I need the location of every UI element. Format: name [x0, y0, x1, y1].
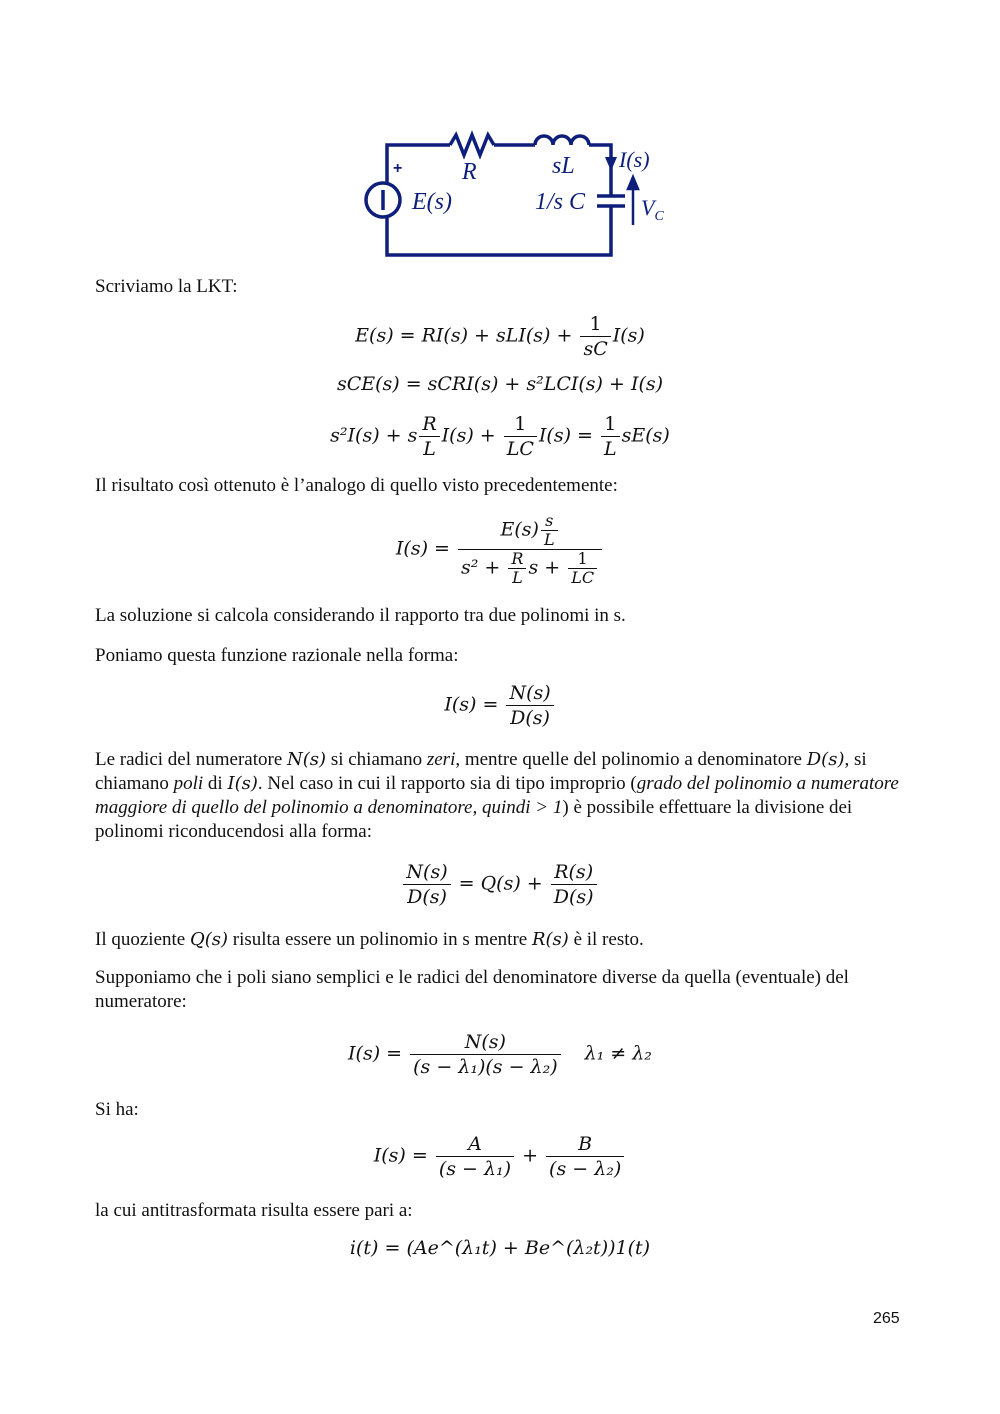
eq-text: E(s)	[500, 518, 539, 541]
italic-note: grado del polinomio a numeratore maggiore di quello del polinomio a denominatore, quindi > 1	[95, 773, 899, 818]
label-E-s: E(s)	[412, 189, 452, 215]
numerator: 1	[568, 550, 597, 569]
numerator: R	[508, 550, 526, 569]
fraction	[541, 512, 558, 549]
current-arrow-icon	[605, 157, 617, 171]
fraction	[568, 550, 597, 587]
denominator: D(s)	[510, 707, 550, 729]
fraction	[504, 412, 537, 461]
paragraph-rational-form: Poniamo questa funzione razionale nella forma:	[95, 645, 459, 666]
numerator: s	[541, 512, 558, 531]
term-zeri: zeri	[426, 749, 456, 770]
numerator: R	[419, 412, 439, 437]
paragraph-zeros-poles	[95, 748, 900, 844]
equation-I-s-solution	[0, 512, 1000, 587]
term-poli: poli	[173, 773, 204, 794]
equation-partial-fractions	[0, 1132, 1000, 1181]
paragraph-quotient	[95, 928, 900, 952]
text-span: Il quoziente	[95, 929, 190, 950]
equation-normalized	[0, 412, 1000, 461]
source-plus-sign: +	[393, 160, 403, 177]
denominator	[458, 550, 602, 587]
fraction	[546, 1132, 624, 1181]
eq-text: I(s) =	[348, 1042, 409, 1065]
equation-multiplied: sCE(s) = sCRI(s) + s²LCI(s) + I(s)	[336, 373, 664, 395]
denominator: L	[543, 530, 555, 549]
denominator: L	[512, 568, 523, 587]
label-I-s: I(s)	[619, 147, 650, 172]
fraction	[419, 412, 439, 461]
fraction	[403, 860, 450, 909]
fraction	[410, 1030, 560, 1079]
label-1-over-sC: 1/s C	[535, 189, 586, 215]
eq-text: s +	[528, 556, 567, 579]
numerator: R(s)	[551, 860, 597, 885]
text-span: è il resto.	[568, 929, 644, 950]
paragraph-lkt-intro: Scriviamo la LKT:	[95, 276, 238, 297]
numerator: 1	[504, 412, 537, 437]
math-inline: N(s)	[287, 749, 327, 770]
math-inline: R(s)	[531, 929, 569, 950]
math-inline: Q(s)	[189, 929, 229, 950]
denominator: L	[604, 438, 617, 460]
paragraph-polynomial-ratio: La soluzione si calcola considerando il rapporto tra due polinomi in s.	[95, 605, 626, 626]
equation-simple-poles	[0, 1030, 1000, 1079]
numerator: N(s)	[403, 860, 450, 885]
denominator: (s − λ₁)	[438, 1158, 512, 1180]
eq-text: I(s)	[612, 324, 645, 347]
eq-text: I(s) =	[373, 1144, 434, 1167]
fraction	[458, 512, 602, 587]
paragraph-analog: Il risultato così ottenuto è l’analogo di quello visto precedentemente:	[95, 475, 618, 496]
text-span: risulta essere un polinomio in s mentre	[228, 929, 532, 950]
paragraph-si-ha: Si ha:	[95, 1099, 139, 1120]
resistor-symbol	[450, 135, 494, 155]
denominator: LC	[506, 438, 534, 460]
eq-text: sE(s)	[621, 424, 670, 447]
text-span: si chiamano	[326, 749, 427, 770]
voltage-arrow-icon	[628, 177, 638, 189]
numerator: 1	[601, 412, 620, 437]
denominator: D(s)	[407, 886, 447, 908]
fraction	[436, 1132, 514, 1181]
eq-condition: λ₁ ≠ λ₂	[584, 1042, 652, 1065]
fraction	[601, 412, 620, 461]
eq-text: I(s) =	[444, 693, 505, 716]
text-span: Le radici del numeratore	[95, 749, 288, 770]
eq-text: +	[516, 1144, 545, 1167]
numerator: N(s)	[410, 1030, 560, 1055]
numerator: B	[546, 1132, 624, 1157]
numerator: N(s)	[506, 681, 553, 706]
denominator: sC	[583, 338, 608, 360]
math-inline: I(s)	[227, 773, 258, 794]
math-inline: D(s)	[806, 749, 845, 770]
numerator	[458, 512, 602, 550]
paragraph-inverse-transform: la cui antitrasformata risulta essere pari a:	[95, 1200, 413, 1221]
text-span: . Nel caso in cui il rapporto sia di tipo improprio (	[257, 773, 637, 794]
equation-polynomial-division	[0, 860, 1000, 909]
equation-N-over-D	[0, 681, 1000, 730]
fraction	[508, 550, 526, 587]
equation-time-domain: i(t) = (Ae^(λ₁t) + Be^(λ₂t))1(t)	[349, 1237, 651, 1259]
denominator: (s − λ₂)	[549, 1158, 622, 1180]
text-span: di	[203, 773, 228, 794]
circuit-wire	[589, 145, 611, 196]
denominator: (s − λ₁)(s − λ₂)	[413, 1056, 558, 1078]
eq-text: E(s) = RI(s) + sLI(s) +	[355, 324, 579, 347]
denominator: L	[423, 438, 436, 460]
eq-text: s²I(s) + s	[330, 424, 418, 447]
numerator: 1	[580, 312, 610, 337]
eq-text: = Q(s) +	[452, 872, 549, 895]
eq-text: s² +	[461, 556, 507, 579]
eq-text: I(s) =	[395, 537, 457, 560]
fraction	[506, 681, 553, 730]
label-Vc: $V_C$	[641, 195, 664, 224]
label-sL: sL	[552, 153, 575, 179]
text-span: , si chiamano	[95, 749, 867, 794]
inductor-symbol	[535, 136, 589, 145]
page-number: 265	[873, 1310, 900, 1327]
text-span: ) è possibile effettuare la divisione dei polinomi riconducendosi alla forma:	[95, 797, 853, 842]
label-R: R	[462, 159, 477, 185]
eq-text: I(s) =	[538, 424, 600, 447]
rlc-circuit-diagram	[355, 125, 675, 265]
eq-text: I(s) +	[441, 424, 502, 447]
denominator: D(s)	[553, 886, 594, 908]
fraction	[580, 312, 610, 361]
paragraph-simple-poles: Supponiamo che i poli siano semplici e le radici del denominatore diverse da quella (eventuale) del numeratore:	[95, 967, 849, 1012]
denominator: LC	[571, 568, 595, 587]
fraction	[551, 860, 597, 909]
numerator: A	[436, 1132, 514, 1157]
text-span: , mentre quelle del polinomio a denominatore	[455, 749, 807, 770]
equation-lkt	[0, 312, 1000, 361]
